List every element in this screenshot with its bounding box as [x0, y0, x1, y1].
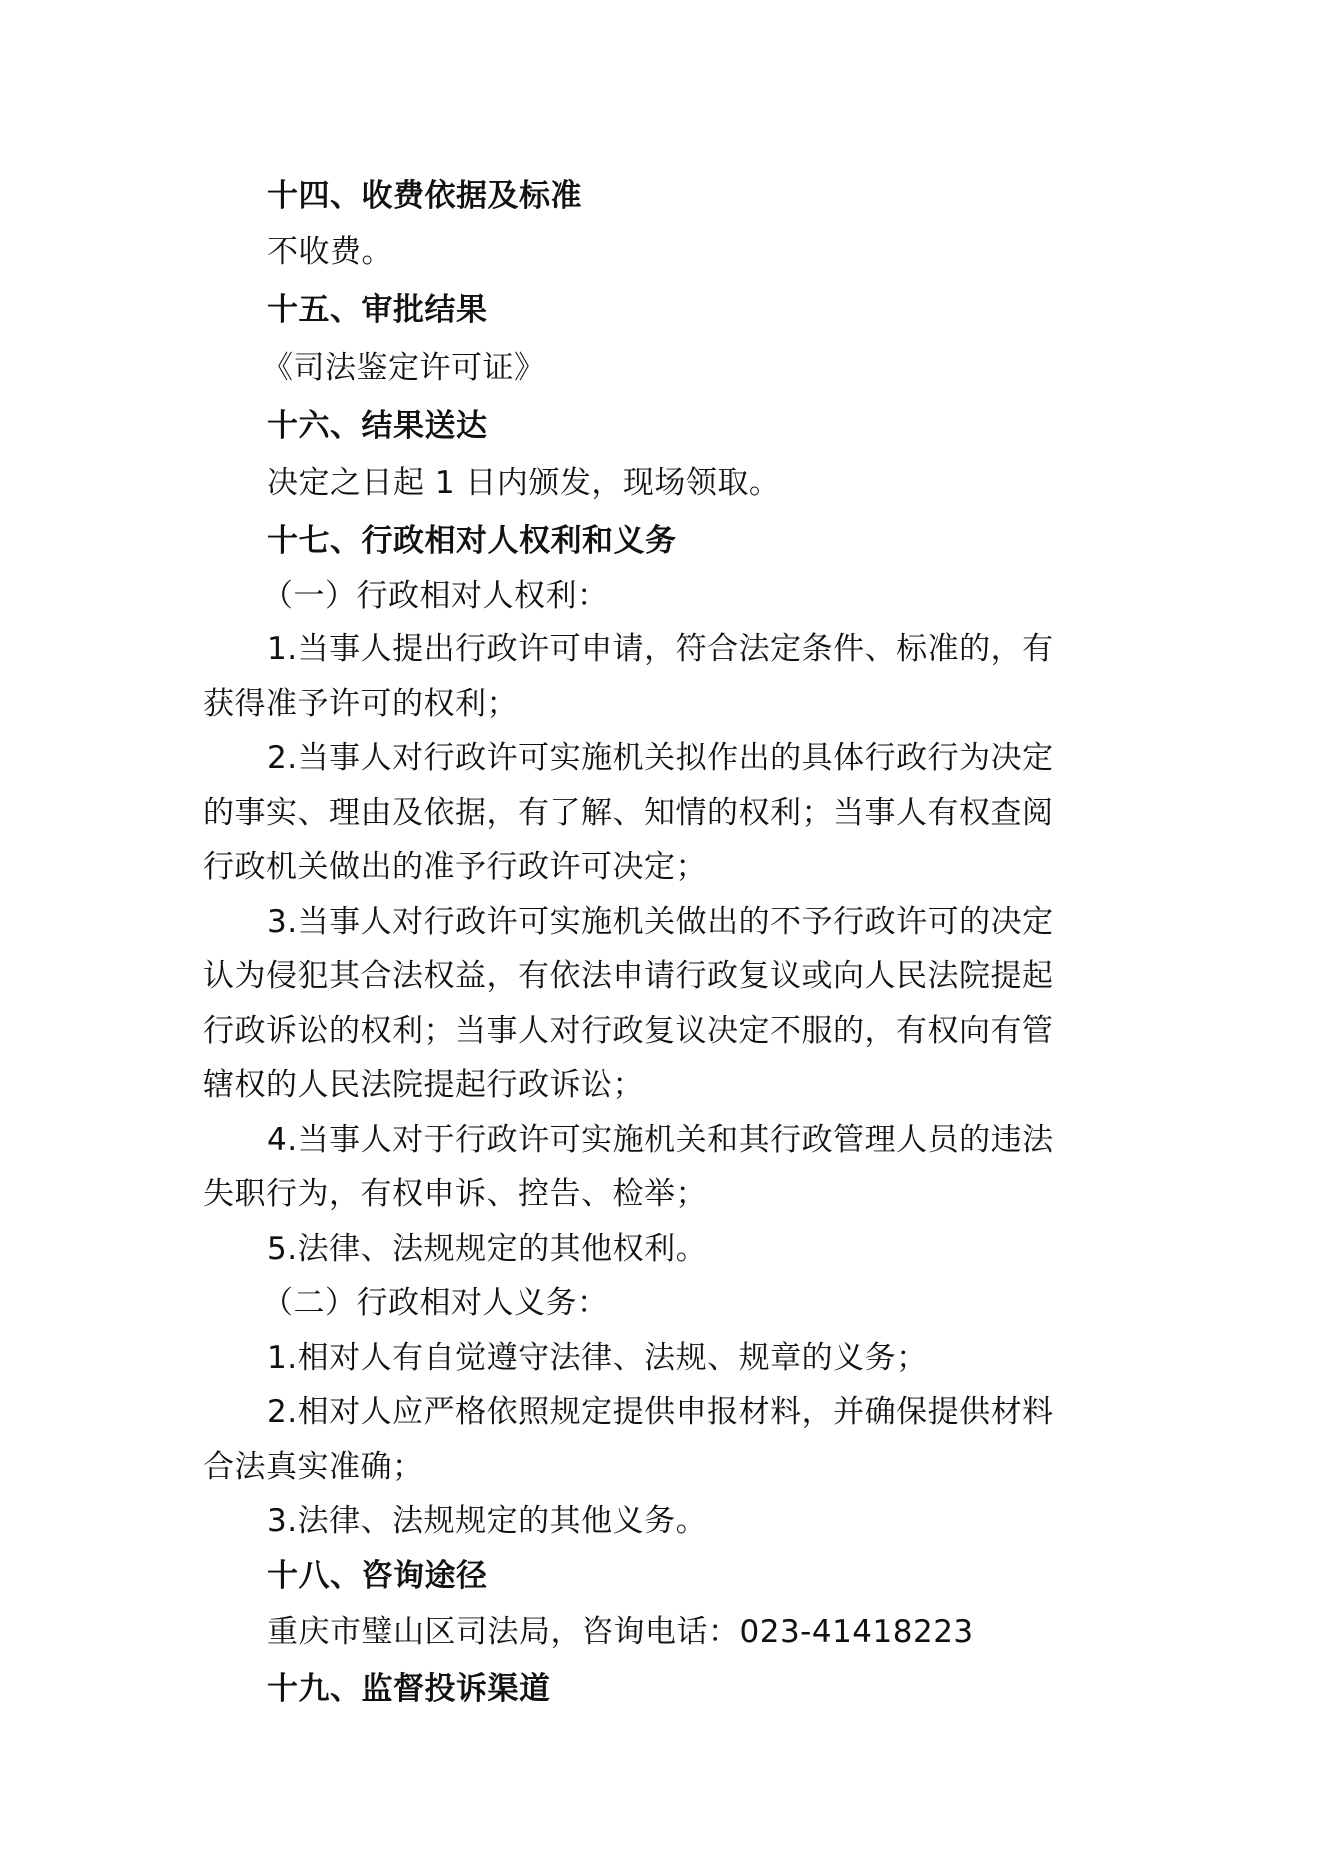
duty-2-line-2: 合法真实准确；: [203, 1449, 424, 1485]
duty-2-line-1: 2.相对人应严格依照规定提供申报材料，并确保提供材料: [267, 1394, 1054, 1430]
section-18-body: 重庆市璧山区司法局，咨询电话：023-41418223: [267, 1614, 974, 1650]
section-16-body: 决定之日起 1 日内颁发，现场领取。: [267, 465, 781, 501]
section-15-body: 《司法鉴定许可证》: [262, 350, 546, 386]
section-14-heading: 十四、收费依据及标准: [267, 178, 582, 214]
right-3-line-1: 3.当事人对行政许可实施机关做出的不予行政许可的决定: [267, 904, 1054, 940]
section-16-heading: 十六、结果送达: [267, 408, 488, 444]
section-14-body: 不收费。: [267, 234, 393, 270]
right-4-line-1: 4.当事人对于行政许可实施机关和其行政管理人员的违法: [267, 1122, 1054, 1158]
right-2-line-2: 的事实、理由及依据，有了解、知情的权利；当事人有权查阅: [203, 795, 1054, 831]
right-1-line-2: 获得准予许可的权利；: [203, 686, 518, 722]
right-1-line-1: 1.当事人提出行政许可申请，符合法定条件、标准的，有: [267, 631, 1054, 667]
rights-title: （一）行政相对人权利：: [262, 578, 609, 614]
duty-1: 1.相对人有自觉遵守法律、法规、规章的义务；: [267, 1340, 928, 1376]
right-3-line-3: 行政诉讼的权利；当事人对行政复议决定不服的，有权向有管: [203, 1013, 1054, 1049]
section-19-heading: 十九、监督投诉渠道: [267, 1671, 551, 1707]
right-3-line-2: 认为侵犯其合法权益，有依法申请行政复议或向人民法院提起: [203, 958, 1054, 994]
section-18-heading: 十八、咨询途径: [267, 1558, 488, 1594]
right-3-line-4: 辖权的人民法院提起行政诉讼；: [203, 1067, 644, 1103]
section-15-heading: 十五、审批结果: [267, 292, 488, 328]
right-5: 5.法律、法规规定的其他权利。: [267, 1231, 708, 1267]
section-17-heading: 十七、行政相对人权利和义务: [267, 523, 677, 559]
duty-3: 3.法律、法规规定的其他义务。: [267, 1503, 708, 1539]
right-2-line-3: 行政机关做出的准予行政许可决定；: [203, 849, 707, 885]
right-2-line-1: 2.当事人对行政许可实施机关拟作出的具体行政行为决定: [267, 740, 1054, 776]
duties-title: （二）行政相对人义务：: [262, 1285, 609, 1321]
right-4-line-2: 失职行为，有权申诉、控告、检举；: [203, 1176, 707, 1212]
